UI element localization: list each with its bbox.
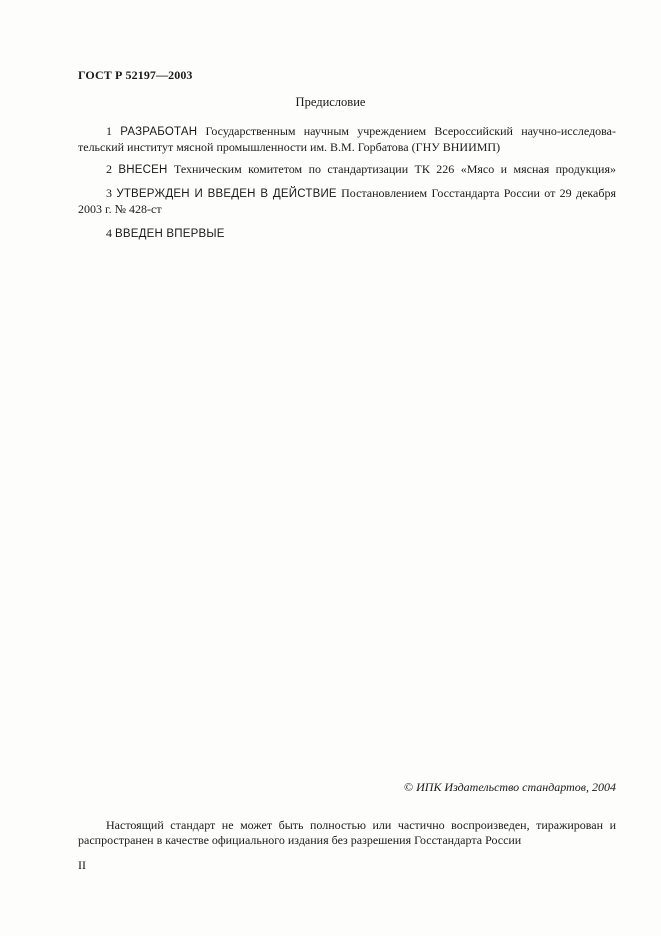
paragraph-lead: ВНЕСЕН	[118, 164, 168, 176]
paragraph-4	[78, 226, 616, 242]
paragraph-lead: УТВЕРЖДЕН И ВВЕДЕН В ДЕЙСТВИЕ	[116, 188, 337, 200]
paragraph-text: Постановлением Госстандарта России от 29 декабря	[341, 186, 617, 200]
paragraph-number: 3	[106, 186, 112, 200]
paragraph-1-line-2: тельский институт мясной промышленности им. В.М. Горбатова (ГНУ ВНИИМП)	[78, 140, 501, 154]
paragraph-number: 4	[106, 226, 112, 240]
page-number: II	[78, 858, 86, 872]
paragraph-1-line-1	[78, 124, 616, 140]
section-title: Предисловие	[295, 95, 366, 109]
notice-line-1: Настоящий стандарт не может быть полностью или частично воспроизведен, тиражирован и	[106, 818, 616, 832]
paragraph-lead: ВВЕДЕН ВПЕРВЫЕ	[115, 228, 225, 240]
paragraph-text: Государственным научным учреждением Всероссийский научно-исследова-	[205, 124, 616, 138]
document-designation: ГОСТ Р 52197—2003	[78, 68, 193, 82]
paragraph-2-line-1	[78, 162, 616, 178]
copyright-text: ИПК Издательство стандартов, 2004	[416, 780, 616, 794]
paragraph-number: 2	[106, 162, 112, 176]
paragraph-lead: РАЗРАБОТАН	[120, 126, 198, 138]
paragraph-number: 1	[106, 124, 112, 138]
copyright-symbol: ©	[404, 780, 414, 794]
paragraph-1	[78, 124, 616, 155]
notice-line-2: распространен в качестве официального издания без разрешения Госстандарта России	[78, 833, 522, 847]
paragraph-2	[78, 162, 616, 178]
paragraph-4-line-1	[78, 226, 616, 242]
reproduction-notice	[78, 818, 616, 848]
paragraph-3	[78, 186, 616, 217]
paragraph-3-line-1	[78, 186, 616, 202]
paragraph-3-line-2: 2003 г. № 428-ст	[78, 202, 162, 216]
paragraph-text: Техническим комитетом по стандартизации ТК 226 «Мясо и мясная продукция»	[173, 162, 617, 176]
copyright-line	[404, 780, 616, 795]
